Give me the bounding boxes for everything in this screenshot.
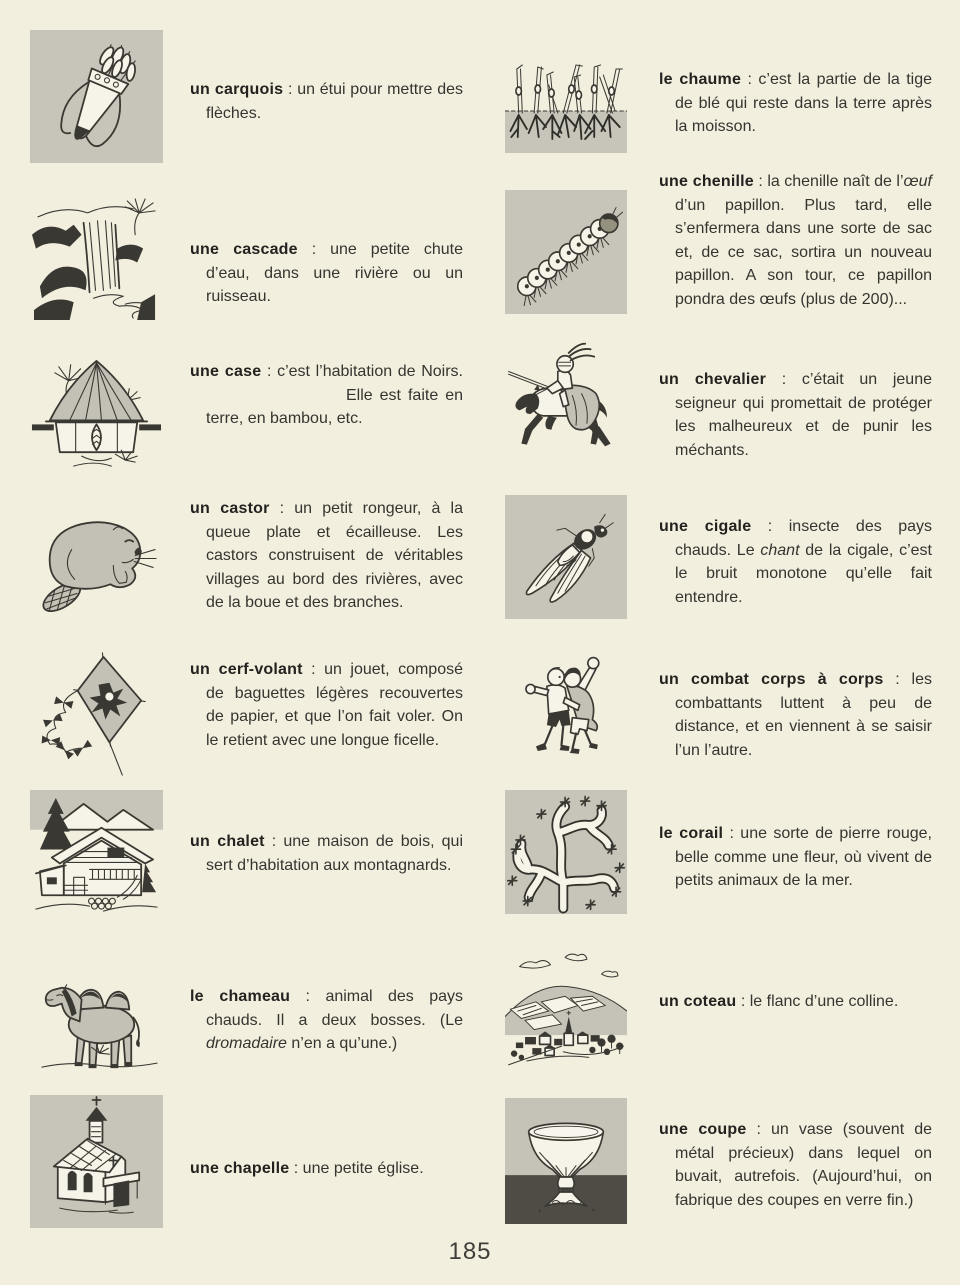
separator: :	[883, 671, 912, 688]
definition: un petit rongeur, à la queue plate et écailleuse. Les castors construisent de véritables villages au bord des rivières, avec de la boue et des branches.	[206, 500, 463, 611]
definition: une sorte de pierre rouge, belle comme une fleur, où vivent de petits animaux de la mer.	[675, 825, 932, 889]
beaver-icon	[30, 490, 163, 623]
definition: un vase (souvent de métal précieux) dans lequel on buvait, autrefois. (Aujourd’hui, on fabrique des coupes en verre fin.)	[675, 1121, 932, 1209]
separator: :	[753, 173, 768, 190]
definition: animal des pays chauds. Il a deux bosses. (Le	[206, 988, 464, 1029]
entry-text: le chameau : animal des pays chauds. Il a deux bosses. (Le dromadaire n’en a qu’une.)	[190, 988, 464, 1052]
entry-text	[659, 1118, 932, 1212]
definition: les combattants luttent à peu de distance, et en viennent à se saisir l’un l’autre.	[675, 671, 932, 759]
entry-text	[659, 368, 932, 462]
headword: un carquois	[190, 81, 284, 98]
hut-icon	[30, 345, 163, 478]
entry-text	[190, 830, 463, 877]
definition: un étui pour mettre des flèches.	[206, 81, 463, 122]
entry-coupe	[505, 1098, 932, 1224]
entry-text	[190, 1157, 463, 1181]
kite-icon	[30, 645, 163, 778]
headword: le chameau	[190, 988, 291, 1005]
entry-cerf-volant	[30, 645, 463, 778]
separator: :	[290, 988, 326, 1005]
chalet-icon	[30, 790, 163, 923]
separator: :	[751, 518, 789, 535]
entry-chevalier	[505, 340, 932, 464]
entry-corail	[505, 790, 932, 914]
headword: une coupe	[659, 1121, 747, 1138]
separator: :	[766, 371, 802, 388]
definition: une maison de bois, qui sert d’habitation aux montagnards.	[206, 833, 463, 874]
separator: :	[289, 1160, 303, 1177]
hillside-village-icon	[505, 950, 627, 1074]
camel-icon	[30, 950, 163, 1083]
entry-text	[659, 990, 932, 1014]
chapel-icon	[30, 1095, 163, 1228]
definition: une petite chute d’eau, dans une rivière ou un ruisseau.	[206, 241, 463, 305]
separator: :	[297, 241, 331, 258]
separator: :	[736, 993, 750, 1010]
page-number: 185	[448, 1238, 492, 1265]
definition: une petite église.	[302, 1160, 424, 1177]
entry-text	[659, 668, 932, 762]
headword: un castor	[190, 500, 270, 517]
headword: une chapelle	[190, 1160, 290, 1177]
entry-carquois	[30, 30, 463, 163]
coral-icon	[505, 790, 627, 914]
headword: un combat corps à corps	[659, 671, 884, 688]
wheat-stubble-icon	[505, 55, 627, 155]
headword: une case	[190, 363, 262, 380]
entry-coteau	[505, 950, 932, 1074]
entry-chapelle	[30, 1095, 463, 1228]
definition: c’est l’habitation de Noirs.	[277, 363, 464, 380]
headword: une chenille	[659, 173, 754, 190]
knight-icon	[505, 340, 627, 464]
entry-chalet	[30, 790, 463, 923]
separator: :	[283, 81, 298, 98]
cicada-icon	[505, 495, 627, 619]
definition: la chenille naît de l’	[767, 173, 904, 190]
entry-chenille	[505, 173, 932, 314]
entry-text	[659, 68, 932, 139]
entry-text	[190, 658, 463, 752]
headword: un cerf-volant	[190, 661, 303, 678]
entry-text	[659, 822, 932, 893]
entry-text: une cigale : insecte des pays chauds. Le chant de la cigale, c’est le bruit monotone qu’elle fait entendre.	[659, 518, 933, 606]
quiver-icon	[30, 30, 163, 163]
goblet-icon	[505, 1098, 627, 1224]
entry-text: une chenille : la chenille naît de l’œuf d’un papillon. Plus tard, elle s’enfermera dans une sorte de sac et, de ce sac, sortira un nouveau papillon. A son tour, ce papillon pondra des œufs (plus de 200)...	[659, 173, 932, 308]
separator: :	[741, 71, 759, 88]
definition: insecte des pays chauds. Le	[675, 518, 933, 559]
caterpillar-icon	[505, 190, 627, 314]
entry-chameau	[30, 950, 463, 1083]
definition: le flanc d’une colline.	[749, 993, 899, 1010]
separator: :	[723, 825, 741, 842]
headword: un chevalier	[659, 371, 767, 388]
headword: un coteau	[659, 993, 737, 1010]
entry-text	[190, 238, 463, 309]
entry-text: une case : c’est l’habitation de Noirs.Elle est faite en terre, en bambou, etc.	[190, 363, 464, 427]
entry-chaume	[505, 55, 932, 155]
definition: c’est la partie de la tige de blé qui reste dans la terre après la moisson.	[675, 71, 932, 135]
headword: une cascade	[190, 241, 298, 258]
headword: le corail	[659, 825, 724, 842]
entry-text	[190, 497, 463, 615]
entry-cigale	[505, 495, 932, 619]
definition: c’était un jeune seigneur qui promettait de protéger les malheureux et de punir les méchants.	[675, 371, 933, 459]
waterfall-icon	[30, 195, 163, 328]
entry-castor	[30, 490, 463, 623]
entry-cascade	[30, 195, 463, 328]
separator: :	[261, 363, 278, 380]
entry-combat	[505, 640, 932, 764]
wrestling-boys-icon	[505, 640, 627, 764]
separator: :	[746, 1121, 772, 1138]
definition: un jouet, composé de baguettes légères recouvertes de papier, et que l’on fait voler. On le retient avec une longue ficelle.	[206, 661, 463, 749]
headword: un chalet	[190, 833, 265, 850]
separator: :	[269, 500, 295, 517]
headword: une cigale	[659, 518, 752, 535]
separator: :	[264, 833, 284, 850]
entry-text	[190, 78, 463, 125]
entry-case	[30, 345, 463, 478]
separator: :	[302, 661, 325, 678]
headword: le chaume	[659, 71, 742, 88]
